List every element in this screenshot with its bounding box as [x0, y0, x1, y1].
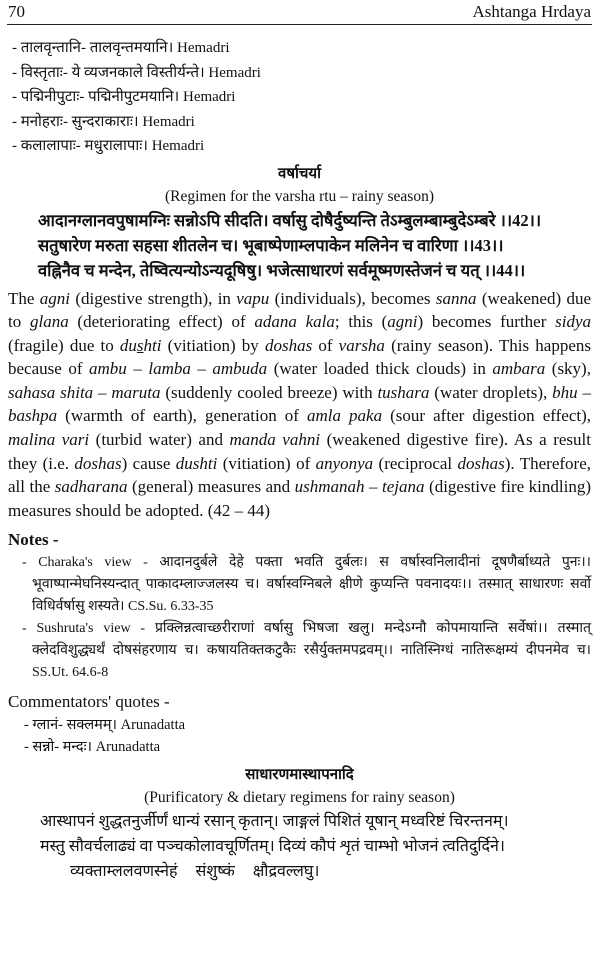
verse-line: वह्निनैव च मन्देन, तेष्वित्यन्योऽन्यदूषिषु। भजेत्साधारणं सर्वमूष्मणस्तेजनं च यत् ।।44।।	[38, 260, 526, 280]
gloss-item: - तालवृन्तानि- तालवृन्तमयानि। Hemadri	[12, 40, 230, 56]
translation-paragraph: The agni (digestive strength), in vapu (individuals), becomes sanna (weakened) due to glana (deteriorating effect) of adana kala; this (agni) becomes further sidya (fragile) due to dushti (vitiation) by doshas of varsha (rainy season). This happens because of ambu – lamba – ambuda (water loaded thick clouds) in ambara (sky), sahasa shita – maruta (suddenly cooled breeze) with tushara (water droplets), bhu – bashpa (warmth of earth), generation of amla paka (sour after digestion effect), malina vari (turbid water) and manda vahni (weakened digestive fire). As a result they (i.e. doshas) cause dushti (vitiation) of anyonya (reciprocal doshas). Therefore, all the sadharana (general) measures and ushmanah – tejana (digestive fire kindling) measures should be adopted. (42 – 44)	[8, 288, 592, 520]
section-subtitle: (Regimen for the varsha rtu – rainy season)	[164, 187, 434, 205]
verse-line: मस्तु सौवर्चलाढ्यं वा पञ्चकोलावचूर्णितम्। दिव्यं कौपं शृतं चाम्भो भोजनं त्वतिदुर्दिने।	[40, 838, 505, 856]
verse-line: आस्थापनं शुद्धतनुर्जीर्णं धान्यं रसान् कृतान्। जाङ्गलं पिशितं यूषान् मध्वरिष्टं चिरन्तनम्।	[40, 813, 509, 831]
gloss-item: - पद्मिनीपुटाः- पद्मिनीपुटमयानि। Hemadri	[12, 89, 236, 105]
gloss-item: - कलालापाः- मधुरालापाः। Hemadri	[12, 138, 205, 154]
verse-line: व्यक्ताम्ललवणस्नेहं संशुष्कं क्षौद्रवल्लघु।	[70, 863, 320, 881]
book-title: Ashtanga Hrdaya	[472, 2, 591, 21]
commentator-quote: - सन्नो- मन्दः। Arunadatta	[24, 739, 161, 756]
commentator-quote: - ग्लानं- सक्लमम्। Arunadatta	[24, 717, 186, 734]
gloss-item: - विस्तृताः- ये व्यजनकाले विस्तीर्यन्ते। Hemadri	[12, 64, 261, 81]
notes-heading: Notes -	[8, 530, 59, 550]
page-number: 70	[8, 2, 25, 21]
note-item: - Sushruta's view - प्रक्लिन्नत्वाच्छरीराणां वर्षासु भिषजा खलु। मन्देऽग्नौ कोपमायान्ति सर्वेषां।। तस्मात् क्लेदविशुद्ध्यर्थं दोषसंहरणाय च। कषायतिक्तकटुकैः रसैर्युक्तमपद्रवम्।। नातिस्निग्धं नातिरूक्षम्यं दीपनमेव च। SS.Ut. 64.6-8	[22, 621, 591, 681]
header-rule	[7, 24, 592, 25]
verse-block	[8, 809, 591, 884]
gloss-item: - मनोहराः- सुन्दराकाराः। Hemadri	[12, 113, 195, 130]
gloss-list	[8, 36, 591, 159]
note-item: - Charaka's view - आदानदुर्बले देहे पक्ता भवति दुर्बलः। स वर्षास्वनिलादीनां दूषणैर्बाध्यते पुनः।। भूवाष्पान्मेघनिस्यन्दात् पाकादम्लाज्जलस्य च। वर्षास्वग्निबले क्षीणे कुप्यन्ति पवनादयः।। तस्मात् साधारणः सर्वो विधिर्वर्षासु शस्यते। CS.Su. 6.33-35	[22, 555, 591, 615]
commentators-heading: Commentators' quotes -	[8, 692, 170, 712]
running-header	[8, 0, 591, 24]
verse-line: आदानग्लानवपुषामग्निः सन्नोऽपि सीदति। वर्षासु दोषैर्दुष्यन्ति तेऽम्बुलम्बाम्बुदेऽम्बरे ।।42।।	[38, 210, 542, 230]
section-title: साधारणमास्थापनादि	[245, 767, 354, 784]
verse-line: सतुषारेण मरुता सहसा शीतलेन च। भूबाष्पेणाम्लपाकेन मलिनेन च वारिणा ।।43।।	[38, 235, 504, 255]
section-title: वर्षाचर्या	[277, 165, 321, 182]
verse-block	[8, 208, 591, 283]
section-subtitle: (Purificatory & dietary regimens for rainy season)	[144, 789, 455, 807]
